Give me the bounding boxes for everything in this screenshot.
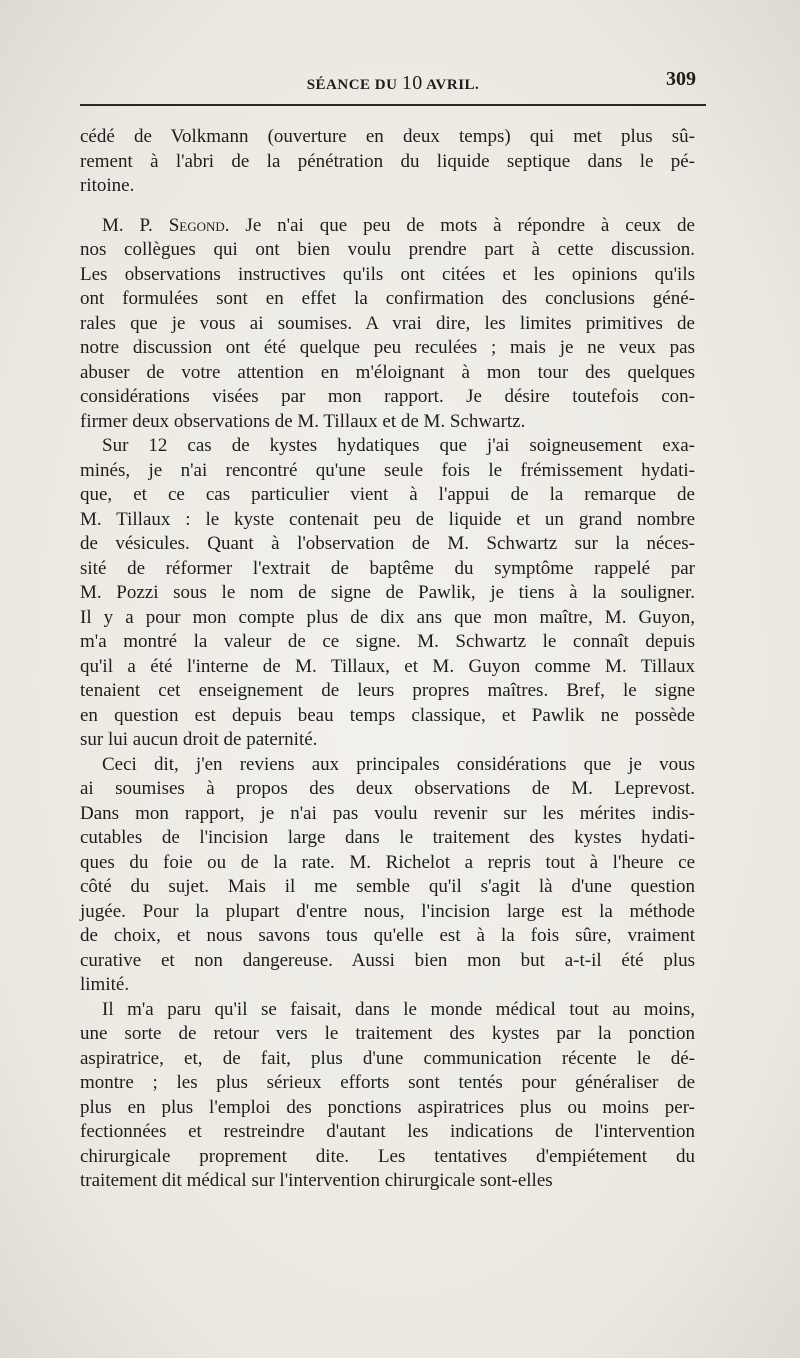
line-text: ques du foie ou de la rate. M. Richelot a repris tout à l'heure ce: [80, 851, 695, 873]
line-text: firmer deux observations de M. Tillaux et de M. Schwartz.: [80, 410, 526, 432]
text-line: [80, 1022, 695, 1047]
paragraph-gap: [80, 199, 695, 214]
text-line: [80, 1096, 695, 1121]
line-text: aspiratrice, et, de fait, plus d'une communication récente le dé-: [80, 1047, 695, 1069]
line-text: ritoine.: [80, 175, 135, 196]
line-text: Sur 12 cas de kystes hydatiques que j'ai soigneusement exa-: [102, 435, 695, 456]
running-header: [80, 66, 706, 96]
text-line: [80, 508, 695, 533]
text-line: [80, 1145, 695, 1170]
text-line: [80, 459, 695, 484]
text-line: [80, 1047, 695, 1072]
text-line: [80, 924, 695, 949]
text-line: [80, 312, 695, 337]
text-line: [80, 949, 695, 974]
line-text: nos collègues qui ont bien voulu prendre part à cette discussion.: [80, 239, 695, 260]
line-text: Dans mon rapport, je n'ai pas voulu revenir sur les mérites indis-: [80, 802, 695, 824]
line-text: tenaient cet enseignement de leurs propres maîtres. Bref, le signe: [80, 680, 695, 701]
line-text: Ceci dit, j'en reviens aux principales considérations que je vous: [102, 753, 695, 775]
text-line: [80, 336, 695, 361]
line-text: côté du sujet. Mais il me semble qu'il s'agit là d'une question: [80, 876, 695, 897]
line-text: jugée. Pour la plupart d'entre nous, l'incision large est la méthode: [80, 900, 695, 922]
header-rule: [80, 104, 706, 106]
text-line: [80, 532, 695, 557]
line-text: sur lui aucun droit de paternité.: [80, 729, 318, 750]
line-text: limité.: [80, 974, 130, 995]
line-text: cédé de Volkmann (ouverture en deux temps) qui met plus sû-: [80, 126, 695, 147]
text-line: [80, 385, 695, 410]
text-line: [80, 851, 695, 876]
text-line: [80, 679, 695, 704]
line-text: ont formulées sont en effet la confirmation des conclusions géné-: [80, 288, 695, 309]
text-line: [80, 1169, 695, 1194]
text-line: [80, 630, 695, 655]
line-text: une sorte de retour vers le traitement des kystes par la ponction: [80, 1023, 695, 1044]
text-line: [80, 900, 695, 925]
line-text: rement à l'abri de la pénétration du liquide septique dans le pé-: [80, 150, 695, 172]
line-text: M. Pozzi sous le nom de signe de Pawlik, je tiens à la souligner.: [80, 582, 695, 603]
page-number: 309: [666, 68, 696, 90]
running-title-suffix: AVRIL.: [426, 77, 480, 93]
text-line: [80, 483, 695, 508]
line-text: qu'il a été l'interne de M. Tillaux, et M. Guyon comme M. Tillaux: [80, 655, 695, 677]
running-title-prefix: SÉANCE DU: [306, 77, 398, 93]
text-line: [80, 753, 695, 778]
line-text: de vésicules. Quant à l'observation de M. Schwartz sur la néces-: [80, 533, 695, 554]
text-line: [80, 410, 695, 435]
running-title-day: 10: [401, 72, 423, 94]
text-line: [80, 606, 695, 631]
text-line: [80, 655, 695, 680]
text-line: [80, 1071, 695, 1096]
text-line: [80, 875, 695, 900]
line-text: Les observations instructives qu'ils ont citées et les opinions qu'ils: [80, 263, 695, 285]
line-text: traitement dit médical sur l'intervention chirurgicale sont-elles: [80, 1170, 553, 1191]
line-text: sité de réformer l'extrait de baptême du symptôme rappelé par: [80, 557, 695, 579]
text-line: [80, 287, 695, 312]
line-text: fectionnées et restreindre d'autant les indications de l'intervention: [80, 1121, 695, 1142]
line-text: cutables de l'incision large dans le traitement des kystes hydati-: [80, 827, 695, 848]
text-line: [80, 214, 695, 239]
text-line: [80, 1120, 695, 1145]
text-line: [80, 777, 695, 802]
line-text: Je n'ai que peu de mots à répondre à ceux de: [245, 214, 695, 236]
text-line: [80, 973, 695, 998]
line-text: ai soumises à propos des deux observations de M. Leprevost.: [80, 778, 695, 799]
line-text: minés, je n'ai rencontré qu'une seule fois le frémissement hydati-: [80, 459, 695, 481]
line-text: rales que je vous ai soumises. A vrai dire, les limites primitives de: [80, 312, 695, 334]
text-line: [80, 361, 695, 386]
line-text: montre ; les plus sérieux efforts sont tentés pour généraliser de: [80, 1072, 695, 1093]
text-line: [80, 581, 695, 606]
line-text: curative et non dangereuse. Aussi bien mon but a-t-il été plus: [80, 949, 695, 971]
line-text: de choix, et nous savons tous qu'elle est à la fois sûre, vraiment: [80, 925, 695, 946]
text-line: [80, 434, 695, 459]
text-line: [80, 150, 695, 175]
text-line: [80, 125, 695, 150]
body-text: [80, 125, 695, 1194]
text-line: [80, 238, 695, 263]
running-title: [80, 72, 706, 95]
line-text: chirurgicale proprement dite. Les tentatives d'empiétement du: [80, 1145, 695, 1167]
speaker-name: M. P. Segond.: [102, 214, 230, 236]
line-text: que, et ce cas particulier vient à l'appui de la remarque de: [80, 484, 695, 505]
line-text: en question est depuis beau temps classique, et Pawlik ne possède: [80, 704, 695, 726]
text-line: [80, 802, 695, 827]
text-line: [80, 174, 695, 199]
text-line: [80, 557, 695, 582]
line-text: m'a montré la valeur de ce signe. M. Schwartz le connaît depuis: [80, 631, 695, 652]
text-line: [80, 704, 695, 729]
line-text: considérations visées par mon rapport. Je désire toutefois con-: [80, 386, 695, 407]
line-text: Il y a pour mon compte plus de dix ans que mon maître, M. Guyon,: [80, 606, 695, 628]
text-line: [80, 728, 695, 753]
text-line: [80, 826, 695, 851]
line-text: abuser de votre attention en m'éloignant à mon tour des quelques: [80, 361, 695, 383]
text-line: [80, 263, 695, 288]
text-line: [80, 998, 695, 1023]
line-text: plus en plus l'emploi des ponctions aspiratrices plus ou moins per-: [80, 1096, 695, 1118]
line-text: notre discussion ont été quelque peu reculées ; mais je ne veux pas: [80, 337, 695, 358]
line-text: M. Tillaux : le kyste contenait peu de liquide et un grand nombre: [80, 508, 695, 530]
line-text: Il m'a paru qu'il se faisait, dans le monde médical tout au moins,: [102, 998, 695, 1020]
